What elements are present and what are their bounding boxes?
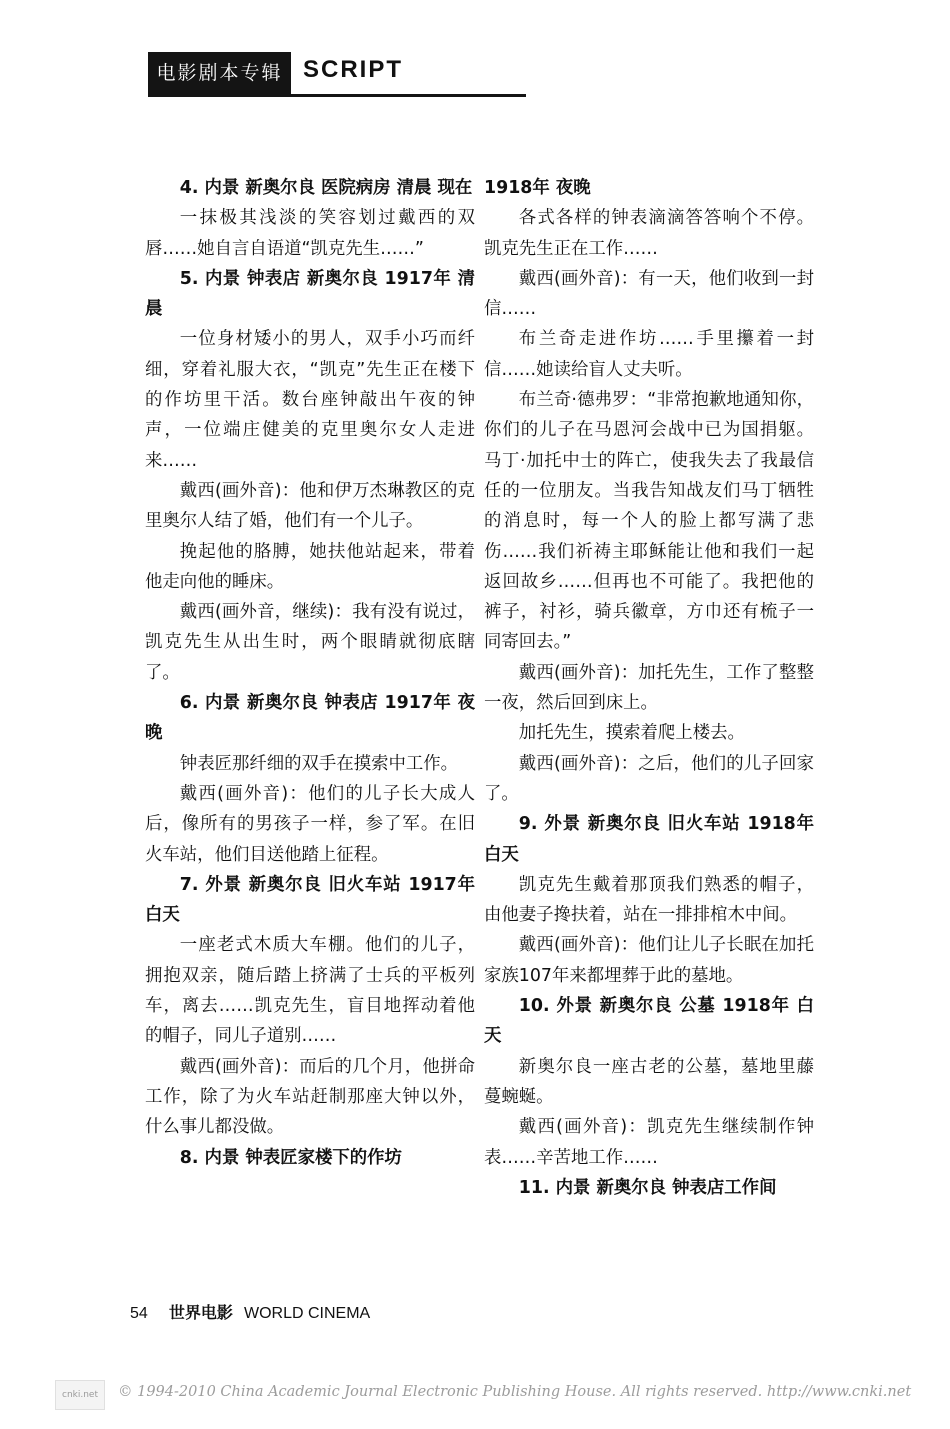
page-footer <box>130 1300 370 1323</box>
paragraph: 一座老式木质大车棚。他们的儿子，拥抱双亲，随后踏上挤满了士兵的平板列车，离去……凯克先生，盲目地挥动着他的帽子，同儿子道别…… <box>145 935 475 1047</box>
paragraph: 一抹极其浅淡的笑容划过戴西的双唇……她自言自语道“凯克先生……” <box>145 208 475 259</box>
scene-heading: 11. 内景 新奥尔良 钟表店工作间 <box>518 1177 777 1198</box>
scene-heading: 7. 外景 新奥尔良 旧火车站 1917年 白天 <box>145 874 475 926</box>
paragraph: 挽起他的胳膊，她扶他站起来，带着他走向他的睡床。 <box>145 541 475 592</box>
paragraph: 戴西(画外音)：他们让儿子长眠在加托家族107年来都埋葬于此的墓地。 <box>484 935 814 986</box>
paragraph: 戴西(画外音)：之后，他们的儿子回家了。 <box>484 753 814 804</box>
paragraph: 新奥尔良一座古老的公墓，墓地里藤蔓蜿蜒。 <box>484 1056 814 1107</box>
scene-heading: 9. 外景 新奥尔良 旧火车站 1918年 白天 <box>484 814 814 865</box>
magazine-header <box>148 52 526 96</box>
magazine-name-en: WORLD CINEMA <box>244 1305 371 1322</box>
paragraph: 布兰奇走进作坊……手里攥着一封信……她读给盲人丈夫听。 <box>484 329 814 380</box>
paragraph: 戴西(画外音)：加托先生，工作了整整一夜，然后回到床上。 <box>484 662 814 714</box>
paragraph: 一位身材矮小的男人，双手小巧而纤细，穿着礼服大衣，“凯克”先生正在楼下的作坊里干活。数台座钟敲出午夜的钟声，一位端庄健美的克里奥尔女人走进来…… <box>145 329 475 471</box>
paragraph: 戴西(画外音)：他们的儿子长大成人后，像所有的男孩子一样，参了军。在旧火车站，他们目送他踏上征程。 <box>145 783 475 865</box>
scene-heading: 4. 内景 新奥尔良 医院病房 清晨 现在 <box>179 178 473 198</box>
scene-heading: 10. 外景 新奥尔良 公墓 1918年 白天 <box>484 996 814 1047</box>
paragraph: 戴西(画外音)：而后的几个月，他拼命工作，除了为火车站赶制那座大钟以外，什么事儿都没做。 <box>145 1056 475 1138</box>
copyright-text: © 1994-2010 China Academic Journal Electronic Publishing House. All rights reserved. http://www.cnki.net <box>118 1384 912 1400</box>
copyright-bar <box>0 1380 950 1412</box>
left-column <box>145 173 475 1173</box>
paragraph: 布兰奇·德弗罗：“非常抱歉地通知你，你们的儿子在马恩河会战中已为国捐躯。马丁·加托中士的阵亡，使我失去了我最信任的一位朋友。当我告知战友们马丁牺牲的消息时，每一个人的脸上都写满了悲伤……我们祈祷主耶稣能让他和我们一起返回故乡……但再也不可能了。我把他的裤子，衬衫，骑兵徽章，方巾还有梳子一同寄回去。” <box>484 390 814 653</box>
paragraph: 钟表匠那纤细的双手在摸索中工作。 <box>179 753 459 774</box>
right-column <box>484 173 814 1203</box>
paragraph: 戴西(画外音)：他和伊万杰琳教区的克里奥尔人结了婚，他们有一个儿子。 <box>145 480 475 532</box>
header-rule <box>148 94 526 97</box>
scene-heading: 6. 内景 新奥尔良 钟表店 1917年 夜晚 <box>145 693 475 744</box>
section-title: SCRIPT <box>303 56 404 83</box>
section-label: 电影剧本专辑 <box>148 52 291 94</box>
paragraph: 戴西(画外音，继续)：我有没有说过，凯克先生从出生时，两个眼睛就彻底瞎了。 <box>145 602 475 683</box>
paragraph: 戴西(画外音)：凯克先生继续制作钟表……辛苦地工作…… <box>484 1117 814 1168</box>
paragraph: 戴西(画外音)：有一天，他们收到一封信…… <box>484 268 814 320</box>
scene-heading: 8. 内景 钟表匠家楼下的作坊 <box>179 1147 402 1168</box>
magazine-name-cn: 世界电影 <box>168 1303 233 1322</box>
paragraph: 凯克先生戴着那顶我们熟悉的帽子，由他妻子搀扶着，站在一排排棺木中间。 <box>484 874 814 926</box>
cnki-logo: cnki.net <box>55 1380 105 1410</box>
page-number: 54 <box>130 1305 148 1322</box>
paragraph: 各式各样的钟表滴滴答答响个不停。凯克先生正在工作…… <box>484 208 814 259</box>
scene-heading: 5. 内景 钟表店 新奥尔良 1917年 清晨 <box>145 268 475 320</box>
scene-heading: 1918年 夜晚 <box>484 178 591 198</box>
paragraph: 加托先生，摸索着爬上楼去。 <box>518 723 745 744</box>
